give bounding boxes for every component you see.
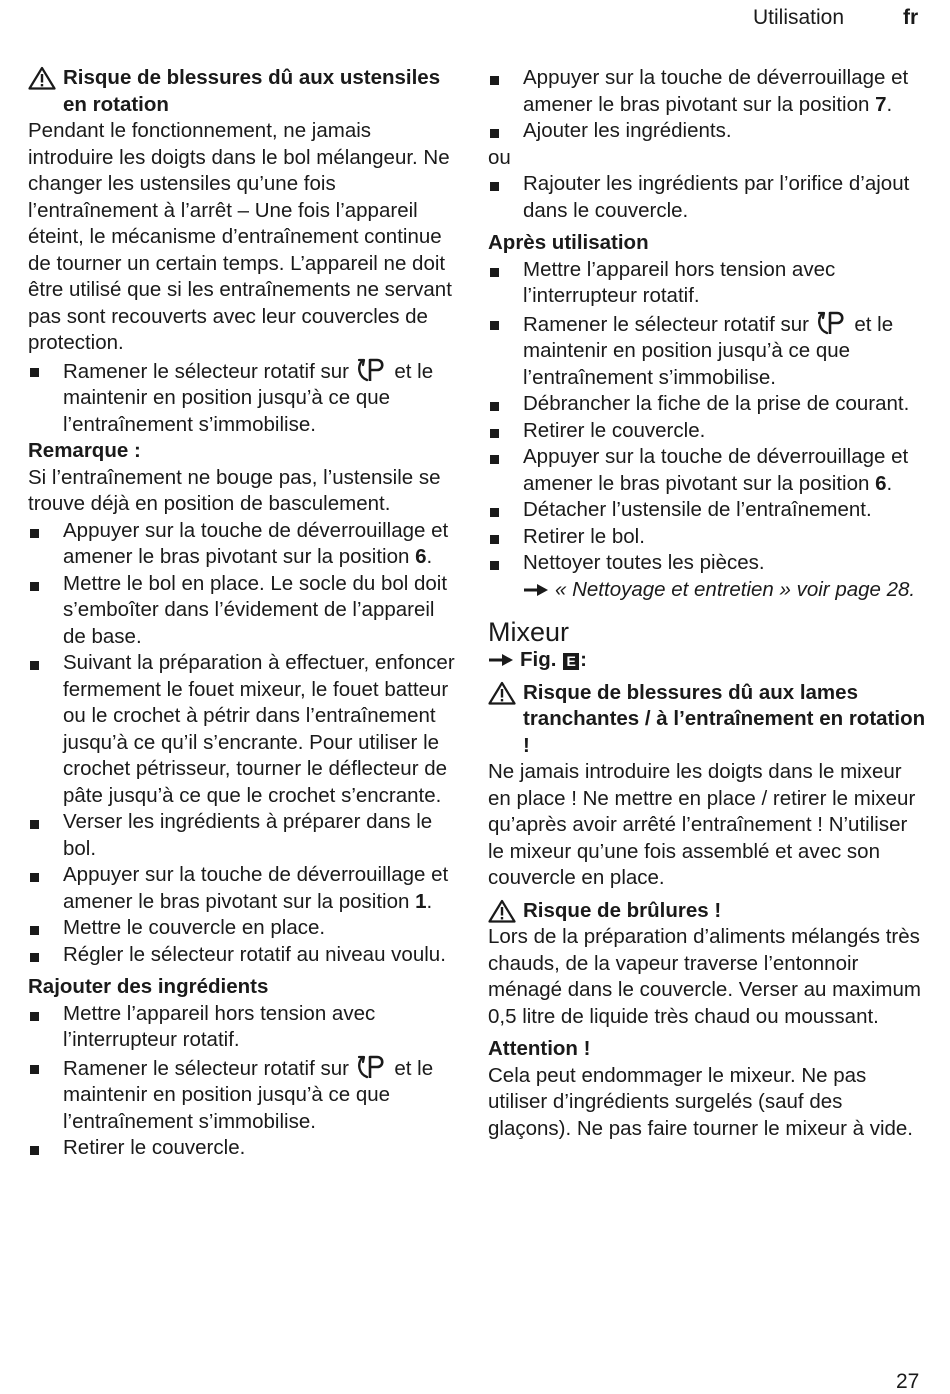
list-item: Ramener le sélecteur rotatif sur et le maintenir en position jusqu’à ce que l’entraînement s’immobilise. [488,310,928,392]
rotary-p-position-icon [357,357,387,383]
list-item: Rajouter les ingrédients par l’orifice d’ajout dans le couvercle. [488,171,928,224]
page-header-language: fr [903,6,919,29]
list-item: Débrancher la fiche de la prise de courant. [488,391,928,418]
page-header-section: Utilisation [753,6,845,29]
warning-text: Lors de la préparation d’aliments mélangés très chauds, de la vapeur traverse l’entonnoir ménagé dans le couvercle. Verser au maximum 0,5 litre de liquide très chaud ou moussant. [488,925,921,1028]
list-item: Mettre le couvercle en place. [28,915,460,942]
list-item: Mettre le bol en place. Le socle du bol doit s’emboîter dans l’évidement de l’appareil de base. [28,571,460,651]
list-item: Appuyer sur la touche de déverrouillage et amener le bras pivotant sur la position 1. [28,862,460,915]
left-column [28,65,460,1162]
list-item: Suivant la préparation à effectuer, enfoncer fermement le fouet mixeur, le fouet batteur ou le crochet à pétrir dans l’entraînement jusqu’à ce qu’il s’encrante. Pour utiliser le crochet pétrisseur, tourner le déflecteur de pâte jusqu’à ce que le crochet s’encrante. [28,650,460,809]
list-item: Retirer le couvercle. [28,1135,460,1162]
cross-reference-link[interactable]: « Nettoyage et entretien » voir page 28. [555,577,916,601]
list-item: Ajouter les ingrédients. [488,118,928,145]
attention-text: Cela peut endommager le mixeur. Ne pas utiliser d’ingrédients surgelés (sauf des glaçons). Ne pas faire tourner le mixeur à vide. [488,1063,914,1140]
right-column [488,65,928,1142]
rotary-p-position-icon [817,310,847,336]
list-item: Ramener le sélecteur rotatif sur et le maintenir en position jusqu’à ce que l’entraînement s’immobilise. [28,357,460,439]
list-item: Appuyer sur la touche de déverrouillage et amener le bras pivotant sur la position 6. [28,518,460,571]
list-item: Verser les ingrédients à préparer dans le bol. [28,809,460,862]
warning-triangle-icon [28,66,56,90]
list-item: Appuyer sur la touche de déverrouillage et amener le bras pivotant sur la position 7. [488,65,928,118]
list-item: Appuyer sur la touche de déverrouillage et amener le bras pivotant sur la position 6. [488,444,928,497]
warning-text: Pendant le fonctionnement, ne jamais introduire les doigts dans le bol mélangeur. Ne changer les ustensiles qu’une fois l’entraînement à l’arrêt – Une fois l’appareil éteint, le mécanisme d’entraînement continue de tourner un certain temps. L’appareil ne doit être utilisé que si les entraînements ne servant pas sont recouverts avec leur couvercles de protection. [28,119,452,354]
rotary-p-position-icon [357,1054,387,1080]
warning-triangle-icon [488,899,516,923]
list-item: Retirer le couvercle. [488,418,928,445]
arrow-right-icon [523,583,549,597]
page-number: 27 [896,1370,920,1393]
list-item: Mettre l’appareil hors tension avec l’interrupteur rotatif. [488,257,928,310]
figure-letter-box: E [563,653,579,670]
warning-heading-rotation [28,65,460,118]
figure-reference: Fig. E : [488,647,928,674]
remark-heading: Remarque : [28,439,141,462]
arrow-right-icon [488,653,514,667]
list-item: Retirer le bol. [488,524,928,551]
warning-heading-blades: Risque de blessures dû aux lames tranchantes / à l’entraînement en rotation ! [488,680,928,760]
list-item: Mettre l’appareil hors tension avec l’interrupteur rotatif. [28,1001,460,1054]
section-heading-add-ingredients: Rajouter des ingrédients [28,975,269,998]
mixer-heading: Mixeur [488,617,570,647]
list-item: Détacher l’ustensile de l’entraînement. [488,497,928,524]
section-heading-after-use: Après utilisation [488,231,649,254]
warning-heading-burns: Risque de brûlures ! [488,898,928,925]
list-item: Ramener le sélecteur rotatif sur et le maintenir en position jusqu’à ce que l’entraînement s’immobilise. [28,1054,460,1136]
remark-text: Si l’entraînement ne bouge pas, l’ustensile se trouve déjà en position de basculement. [28,465,441,515]
or-text: ou [488,145,511,169]
attention-heading: Attention ! [488,1037,591,1060]
warning-text: Ne jamais introduire les doigts dans le mixeur en place ! Ne mettre en place / retirer le mixeur qu’après avoir arrêté l’entraînement ! N’utiliser le mixeur qu’une fois assemblé et avec son couvercle en place. [488,760,916,889]
warning-triangle-icon [488,681,516,705]
list-item: Nettoyer toutes les pièces. « Nettoyage et entretien » voir page 28. [488,550,928,603]
warning-title: Risque de blessures dû aux ustensiles en rotation [63,66,441,116]
list-item: Régler le sélecteur rotatif au niveau voulu. [28,942,460,969]
